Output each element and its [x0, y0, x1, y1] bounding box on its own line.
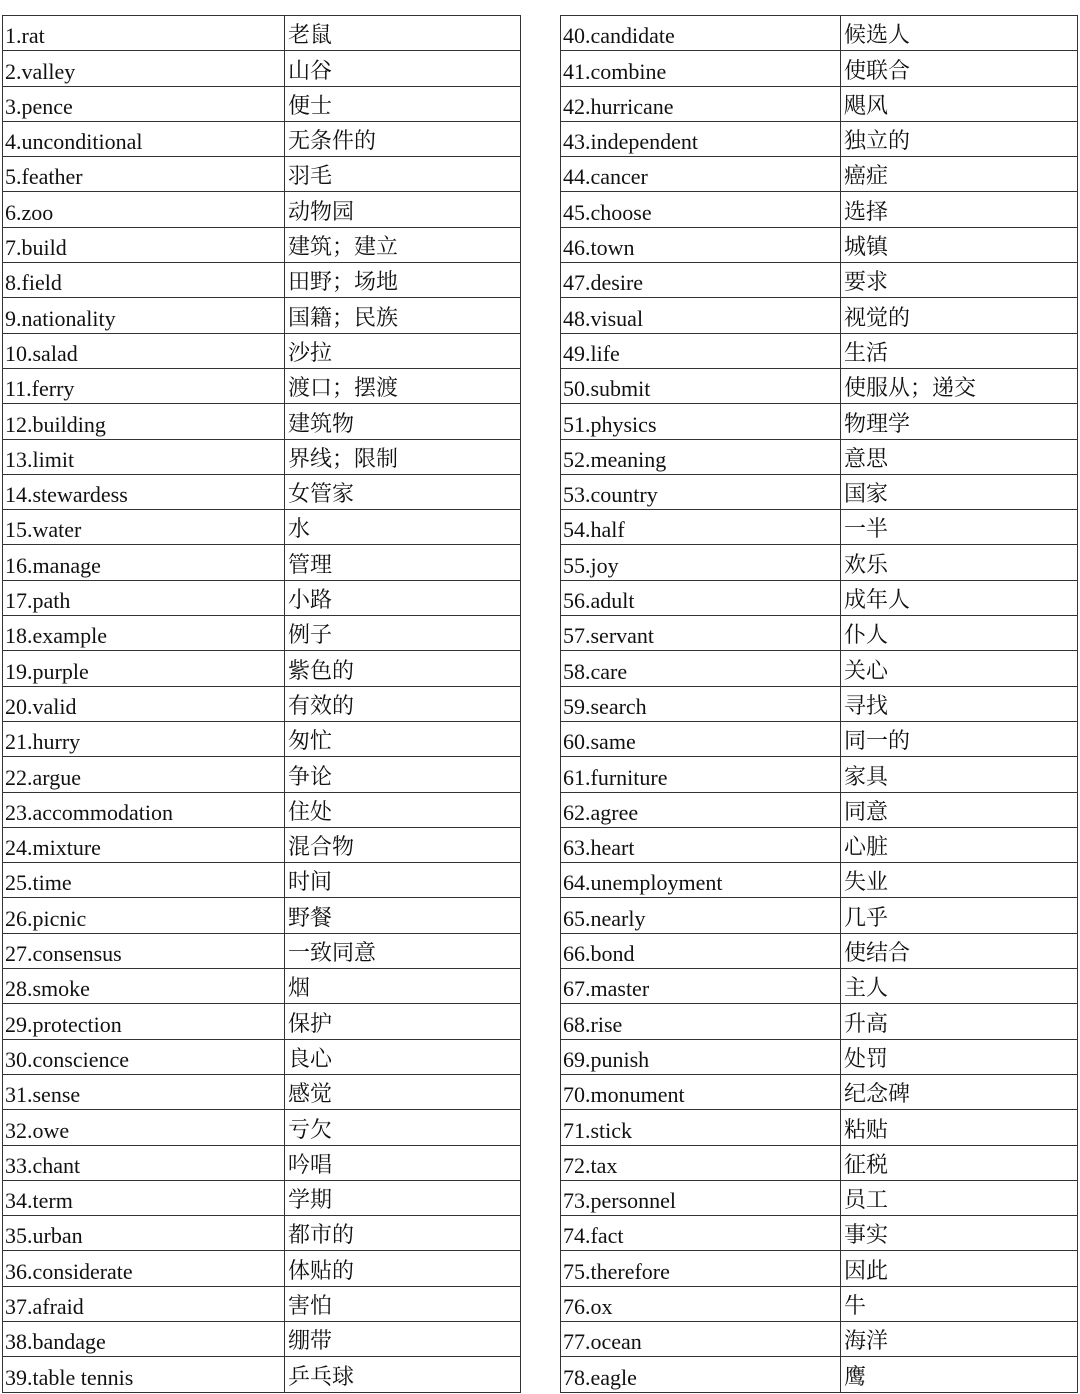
table-row	[561, 368, 1078, 403]
table-row	[3, 721, 521, 756]
table-row	[561, 721, 1078, 756]
english-word-cell: 37.afraid	[3, 1286, 285, 1321]
chinese-meaning-cell: 野餐	[285, 898, 521, 933]
english-word-cell: 57.servant	[561, 616, 841, 651]
table-row	[561, 1180, 1078, 1215]
table-row	[3, 933, 521, 968]
table-row	[3, 157, 521, 192]
table-row	[3, 580, 521, 615]
table-row	[3, 1251, 521, 1286]
vocab-table-right-body	[561, 16, 1078, 1393]
english-word-cell: 15.water	[3, 510, 285, 545]
english-word-cell: 52.meaning	[561, 439, 841, 474]
chinese-meaning-cell: 田野；场地	[285, 263, 521, 298]
table-row	[561, 474, 1078, 509]
table-row	[3, 1357, 521, 1392]
chinese-meaning-cell: 癌症	[841, 157, 1078, 192]
chinese-meaning-cell: 同一的	[841, 721, 1078, 756]
chinese-meaning-cell: 争论	[285, 757, 521, 792]
chinese-meaning-cell: 关心	[841, 651, 1078, 686]
english-word-cell: 24.mixture	[3, 827, 285, 862]
table-row	[561, 1286, 1078, 1321]
chinese-meaning-cell: 仆人	[841, 616, 1078, 651]
english-word-cell: 68.rise	[561, 1004, 841, 1039]
chinese-meaning-cell: 界线；限制	[285, 439, 521, 474]
table-row	[3, 51, 521, 86]
chinese-meaning-cell: 有效的	[285, 686, 521, 721]
table-row	[561, 898, 1078, 933]
english-word-cell: 40.candidate	[561, 16, 841, 51]
english-word-cell: 49.life	[561, 333, 841, 368]
chinese-meaning-cell: 征税	[841, 1145, 1078, 1180]
chinese-meaning-cell: 候选人	[841, 16, 1078, 51]
english-word-cell: 48.visual	[561, 298, 841, 333]
english-word-cell: 56.adult	[561, 580, 841, 615]
english-word-cell: 10.salad	[3, 333, 285, 368]
chinese-meaning-cell: 乒乓球	[285, 1357, 521, 1392]
table-row	[3, 439, 521, 474]
chinese-meaning-cell: 水	[285, 510, 521, 545]
english-word-cell: 6.zoo	[3, 192, 285, 227]
table-row	[3, 121, 521, 156]
chinese-meaning-cell: 牛	[841, 1286, 1078, 1321]
chinese-meaning-cell: 管理	[285, 545, 521, 580]
chinese-meaning-cell: 视觉的	[841, 298, 1078, 333]
table-row	[3, 863, 521, 898]
english-word-cell: 73.personnel	[561, 1180, 841, 1215]
english-word-cell: 25.time	[3, 863, 285, 898]
chinese-meaning-cell: 生活	[841, 333, 1078, 368]
table-row	[561, 580, 1078, 615]
english-word-cell: 54.half	[561, 510, 841, 545]
english-word-cell: 18.example	[3, 616, 285, 651]
chinese-meaning-cell: 城镇	[841, 227, 1078, 262]
table-row	[3, 404, 521, 439]
english-word-cell: 38.bandage	[3, 1321, 285, 1356]
table-row	[561, 792, 1078, 827]
chinese-meaning-cell: 国家	[841, 474, 1078, 509]
english-word-cell: 27.consensus	[3, 933, 285, 968]
chinese-meaning-cell: 紫色的	[285, 651, 521, 686]
english-word-cell: 65.nearly	[561, 898, 841, 933]
table-row	[561, 933, 1078, 968]
vocab-table-left	[2, 15, 521, 1393]
chinese-meaning-cell: 主人	[841, 969, 1078, 1004]
english-word-cell: 2.valley	[3, 51, 285, 86]
chinese-meaning-cell: 便士	[285, 86, 521, 121]
chinese-meaning-cell: 鹰	[841, 1357, 1078, 1392]
chinese-meaning-cell: 害怕	[285, 1286, 521, 1321]
table-row	[561, 192, 1078, 227]
table-row	[561, 157, 1078, 192]
chinese-meaning-cell: 粘贴	[841, 1110, 1078, 1145]
english-word-cell: 71.stick	[561, 1110, 841, 1145]
table-row	[561, 263, 1078, 298]
chinese-meaning-cell: 住处	[285, 792, 521, 827]
chinese-meaning-cell: 一致同意	[285, 933, 521, 968]
table-row	[561, 298, 1078, 333]
english-word-cell: 35.urban	[3, 1216, 285, 1251]
chinese-meaning-cell: 女管家	[285, 474, 521, 509]
english-word-cell: 30.conscience	[3, 1039, 285, 1074]
chinese-meaning-cell: 学期	[285, 1180, 521, 1215]
chinese-meaning-cell: 吟唱	[285, 1145, 521, 1180]
vocab-table-right	[560, 15, 1078, 1393]
table-row	[561, 545, 1078, 580]
chinese-meaning-cell: 小路	[285, 580, 521, 615]
chinese-meaning-cell: 渡口；摆渡	[285, 368, 521, 403]
english-word-cell: 22.argue	[3, 757, 285, 792]
chinese-meaning-cell: 选择	[841, 192, 1078, 227]
english-word-cell: 61.furniture	[561, 757, 841, 792]
english-word-cell: 28.smoke	[3, 969, 285, 1004]
table-row	[561, 333, 1078, 368]
english-word-cell: 76.ox	[561, 1286, 841, 1321]
chinese-meaning-cell: 要求	[841, 263, 1078, 298]
english-word-cell: 4.unconditional	[3, 121, 285, 156]
chinese-meaning-cell: 同意	[841, 792, 1078, 827]
table-row	[3, 545, 521, 580]
english-word-cell: 9.nationality	[3, 298, 285, 333]
english-word-cell: 31.sense	[3, 1074, 285, 1109]
chinese-meaning-cell: 例子	[285, 616, 521, 651]
table-row	[3, 192, 521, 227]
english-word-cell: 46.town	[561, 227, 841, 262]
table-row	[3, 510, 521, 545]
english-word-cell: 51.physics	[561, 404, 841, 439]
chinese-meaning-cell: 几乎	[841, 898, 1078, 933]
chinese-meaning-cell: 亏欠	[285, 1110, 521, 1145]
table-row	[3, 298, 521, 333]
english-word-cell: 72.tax	[561, 1145, 841, 1180]
chinese-meaning-cell: 保护	[285, 1004, 521, 1039]
english-word-cell: 20.valid	[3, 686, 285, 721]
table-row	[3, 969, 521, 1004]
english-word-cell: 45.choose	[561, 192, 841, 227]
chinese-meaning-cell: 羽毛	[285, 157, 521, 192]
english-word-cell: 58.care	[561, 651, 841, 686]
table-row	[3, 1321, 521, 1356]
table-row	[561, 227, 1078, 262]
english-word-cell: 50.submit	[561, 368, 841, 403]
table-row	[3, 1110, 521, 1145]
table-row	[561, 1004, 1078, 1039]
chinese-meaning-cell: 处罚	[841, 1039, 1078, 1074]
english-word-cell: 11.ferry	[3, 368, 285, 403]
english-word-cell: 32.owe	[3, 1110, 285, 1145]
chinese-meaning-cell: 使服从；递交	[841, 368, 1078, 403]
table-row	[3, 898, 521, 933]
english-word-cell: 55.joy	[561, 545, 841, 580]
english-word-cell: 36.considerate	[3, 1251, 285, 1286]
table-row	[561, 686, 1078, 721]
chinese-meaning-cell: 感觉	[285, 1074, 521, 1109]
english-word-cell: 53.country	[561, 474, 841, 509]
english-word-cell: 47.desire	[561, 263, 841, 298]
english-word-cell: 16.manage	[3, 545, 285, 580]
chinese-meaning-cell: 国籍；民族	[285, 298, 521, 333]
english-word-cell: 59.search	[561, 686, 841, 721]
chinese-meaning-cell: 意思	[841, 439, 1078, 474]
chinese-meaning-cell: 事实	[841, 1216, 1078, 1251]
chinese-meaning-cell: 建筑物	[285, 404, 521, 439]
table-row	[561, 510, 1078, 545]
english-word-cell: 66.bond	[561, 933, 841, 968]
table-row	[3, 1180, 521, 1215]
table-row	[561, 16, 1078, 51]
table-row	[3, 263, 521, 298]
chinese-meaning-cell: 海洋	[841, 1321, 1078, 1356]
table-row	[3, 1216, 521, 1251]
table-row	[3, 651, 521, 686]
table-row	[3, 686, 521, 721]
english-word-cell: 34.term	[3, 1180, 285, 1215]
english-word-cell: 29.protection	[3, 1004, 285, 1039]
english-word-cell: 77.ocean	[561, 1321, 841, 1356]
table-row	[3, 474, 521, 509]
table-row	[561, 863, 1078, 898]
chinese-meaning-cell: 山谷	[285, 51, 521, 86]
table-row	[3, 333, 521, 368]
chinese-meaning-cell: 动物园	[285, 192, 521, 227]
english-word-cell: 12.building	[3, 404, 285, 439]
table-row	[3, 792, 521, 827]
english-word-cell: 41.combine	[561, 51, 841, 86]
table-row	[561, 1357, 1078, 1392]
english-word-cell: 64.unemployment	[561, 863, 841, 898]
chinese-meaning-cell: 无条件的	[285, 121, 521, 156]
english-word-cell: 17.path	[3, 580, 285, 615]
chinese-meaning-cell: 体贴的	[285, 1251, 521, 1286]
english-word-cell: 26.picnic	[3, 898, 285, 933]
english-word-cell: 78.eagle	[561, 1357, 841, 1392]
english-word-cell: 5.feather	[3, 157, 285, 192]
chinese-meaning-cell: 沙拉	[285, 333, 521, 368]
chinese-meaning-cell: 欢乐	[841, 545, 1078, 580]
english-word-cell: 23.accommodation	[3, 792, 285, 827]
table-row	[561, 1074, 1078, 1109]
chinese-meaning-cell: 烟	[285, 969, 521, 1004]
chinese-meaning-cell: 时间	[285, 863, 521, 898]
table-row	[561, 1251, 1078, 1286]
english-word-cell: 74.fact	[561, 1216, 841, 1251]
chinese-meaning-cell: 物理学	[841, 404, 1078, 439]
chinese-meaning-cell: 寻找	[841, 686, 1078, 721]
table-row	[3, 1039, 521, 1074]
table-row	[3, 616, 521, 651]
chinese-meaning-cell: 员工	[841, 1180, 1078, 1215]
chinese-meaning-cell: 使联合	[841, 51, 1078, 86]
english-word-cell: 33.chant	[3, 1145, 285, 1180]
english-word-cell: 42.hurricane	[561, 86, 841, 121]
table-row	[3, 827, 521, 862]
english-word-cell: 67.master	[561, 969, 841, 1004]
chinese-meaning-cell: 混合物	[285, 827, 521, 862]
table-row	[3, 227, 521, 262]
chinese-meaning-cell: 失业	[841, 863, 1078, 898]
english-word-cell: 70.monument	[561, 1074, 841, 1109]
chinese-meaning-cell: 建筑；建立	[285, 227, 521, 262]
table-row	[3, 1286, 521, 1321]
english-word-cell: 43.independent	[561, 121, 841, 156]
english-word-cell: 39.table tennis	[3, 1357, 285, 1392]
table-row	[561, 86, 1078, 121]
english-word-cell: 1.rat	[3, 16, 285, 51]
table-row	[3, 1074, 521, 1109]
english-word-cell: 7.build	[3, 227, 285, 262]
english-word-cell: 19.purple	[3, 651, 285, 686]
chinese-meaning-cell: 纪念碑	[841, 1074, 1078, 1109]
table-row	[3, 368, 521, 403]
english-word-cell: 44.cancer	[561, 157, 841, 192]
english-word-cell: 69.punish	[561, 1039, 841, 1074]
chinese-meaning-cell: 飓风	[841, 86, 1078, 121]
chinese-meaning-cell: 因此	[841, 1251, 1078, 1286]
chinese-meaning-cell: 都市的	[285, 1216, 521, 1251]
chinese-meaning-cell: 良心	[285, 1039, 521, 1074]
english-word-cell: 63.heart	[561, 827, 841, 862]
english-word-cell: 75.therefore	[561, 1251, 841, 1286]
table-row	[561, 404, 1078, 439]
table-row	[561, 1039, 1078, 1074]
chinese-meaning-cell: 独立的	[841, 121, 1078, 156]
table-row	[561, 51, 1078, 86]
chinese-meaning-cell: 升高	[841, 1004, 1078, 1039]
table-row	[3, 16, 521, 51]
table-row	[561, 651, 1078, 686]
table-row	[3, 1004, 521, 1039]
english-word-cell: 8.field	[3, 263, 285, 298]
table-row	[3, 86, 521, 121]
english-word-cell: 62.agree	[561, 792, 841, 827]
table-row	[561, 1145, 1078, 1180]
chinese-meaning-cell: 使结合	[841, 933, 1078, 968]
table-row	[561, 1216, 1078, 1251]
chinese-meaning-cell: 成年人	[841, 580, 1078, 615]
chinese-meaning-cell: 绷带	[285, 1321, 521, 1356]
english-word-cell: 14.stewardess	[3, 474, 285, 509]
table-row	[561, 616, 1078, 651]
table-row	[561, 121, 1078, 156]
table-row	[561, 1321, 1078, 1356]
english-word-cell: 3.pence	[3, 86, 285, 121]
chinese-meaning-cell: 一半	[841, 510, 1078, 545]
vocab-table-left-body	[3, 16, 521, 1393]
english-word-cell: 60.same	[561, 721, 841, 756]
table-row	[561, 439, 1078, 474]
chinese-meaning-cell: 匆忙	[285, 721, 521, 756]
chinese-meaning-cell: 老鼠	[285, 16, 521, 51]
table-row	[561, 757, 1078, 792]
english-word-cell: 13.limit	[3, 439, 285, 474]
table-row	[3, 757, 521, 792]
table-row	[561, 969, 1078, 1004]
chinese-meaning-cell: 家具	[841, 757, 1078, 792]
english-word-cell: 21.hurry	[3, 721, 285, 756]
table-row	[3, 1145, 521, 1180]
chinese-meaning-cell: 心脏	[841, 827, 1078, 862]
table-row	[561, 1110, 1078, 1145]
table-row	[561, 827, 1078, 862]
